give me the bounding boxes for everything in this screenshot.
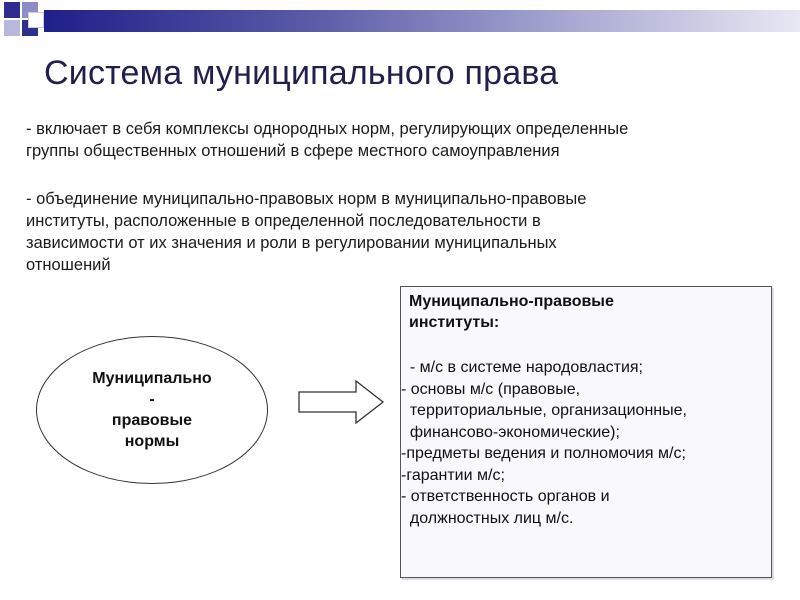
list-item: -предметы ведения и полномочия м/с; [401, 445, 686, 462]
list-item: - м/с в системе народовластия; [401, 359, 643, 376]
right-arrow-icon [298, 380, 384, 424]
title-gradient-band [44, 10, 800, 32]
institutes-box [400, 286, 772, 578]
norms-ellipse-label: Муниципально - правовые нормы [92, 370, 212, 450]
decor-square [4, 20, 20, 36]
list-item: - основы м/с (правовые, [401, 380, 581, 398]
page-title: Система муниципального права [44, 54, 559, 92]
list-item: территориальные, организационные, [401, 402, 687, 419]
decor-square [4, 2, 20, 18]
institutes-box-title: Муниципально-правовые институты: [409, 293, 614, 331]
norms-ellipse [36, 336, 268, 484]
definition-paragraph-1: - включает в себя комплексы однородных норм, регулирующих определенные группы общественных отношений в сфере местного самоуправления [26, 120, 629, 160]
list-item: должностных лиц м/с. [401, 509, 574, 527]
header-decoration [0, 0, 800, 42]
decor-square [28, 12, 44, 28]
institutes-list [401, 357, 687, 529]
list-item: финансово-экономические); [401, 423, 620, 441]
list-item: - ответственность органов и [401, 488, 610, 505]
definition-paragraph-2: - объединение муниципально-правовых норм в муниципально-правовые институты, расположенные в определенной последовательности в зависимости от их значения и роли в регулировании муниципальных отношений [26, 190, 587, 274]
list-item: -гарантии м/с; [401, 466, 505, 484]
